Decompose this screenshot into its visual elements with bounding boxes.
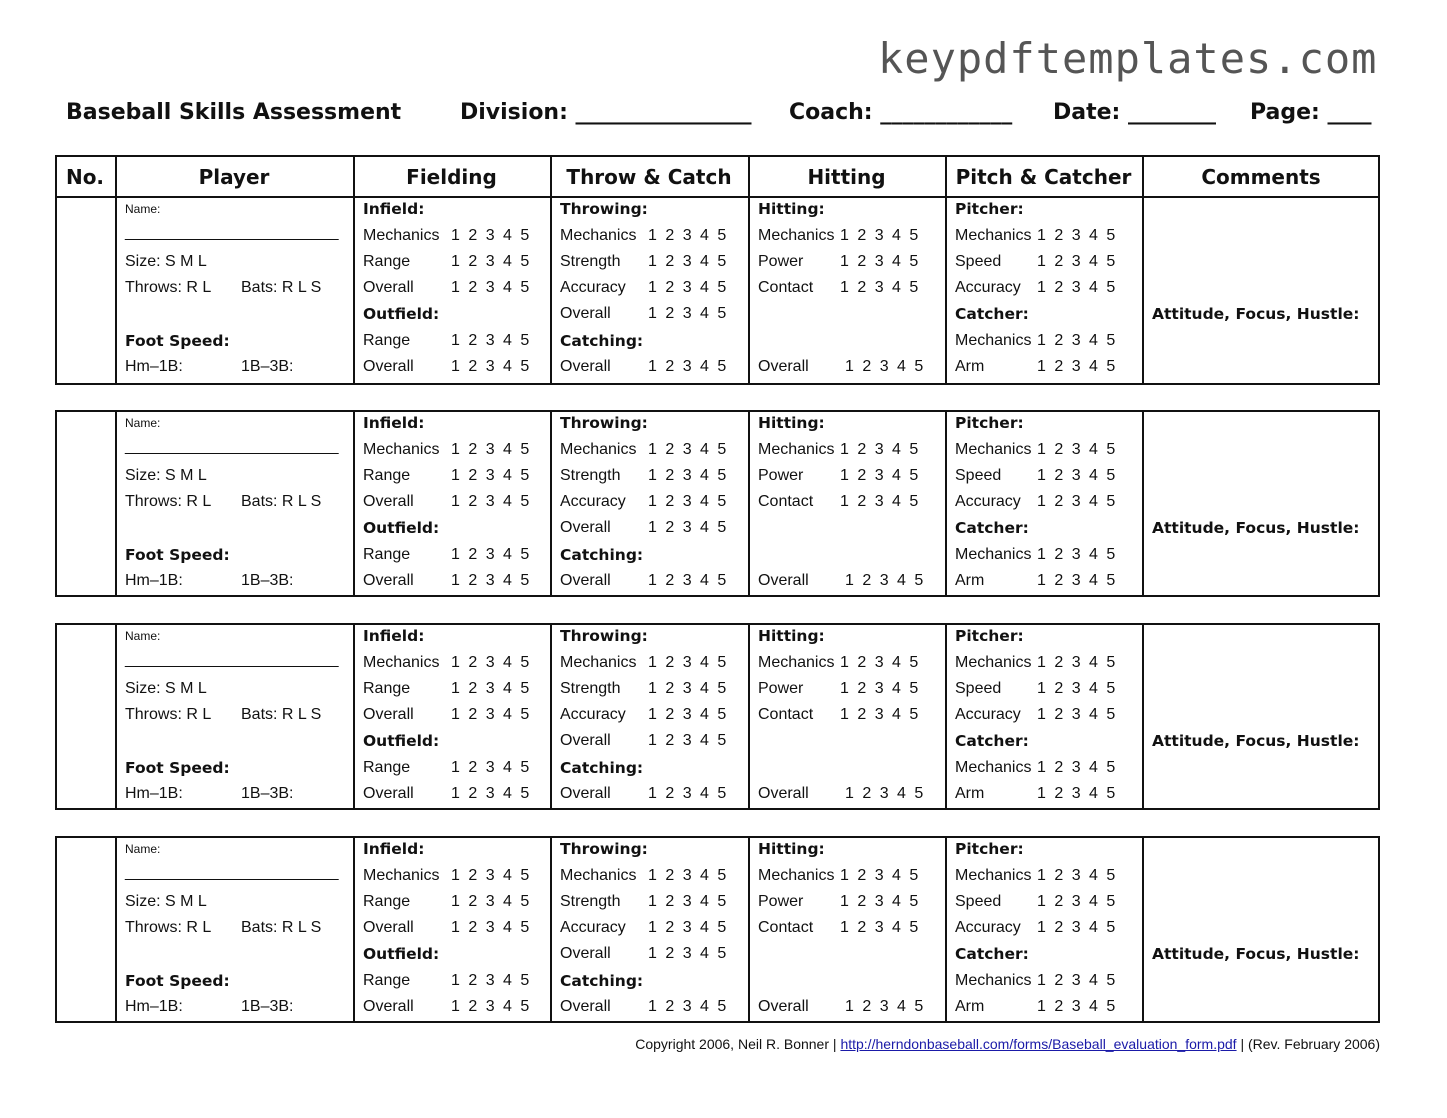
bats-options[interactable]: Bats: R L S: [241, 493, 322, 510]
pitcher-speed-label: Speed: [955, 467, 1002, 484]
hitting-power-scale[interactable]: 1 2 3 4 5: [840, 893, 919, 910]
catcher-arm-scale[interactable]: 1 2 3 4 5: [1037, 358, 1116, 375]
throwing-mechanics-scale[interactable]: 1 2 3 4 5: [648, 867, 727, 884]
catcher-arm-label: Arm: [955, 998, 985, 1015]
outfield-range-label: Range: [363, 546, 411, 563]
pitcher-mechanics-label: Mechanics: [955, 654, 1032, 671]
outfield-range-label: Range: [363, 759, 411, 776]
catcher-arm-label: Arm: [955, 572, 985, 589]
hitting-power-label: Power: [758, 467, 804, 484]
hitting-contact-scale[interactable]: 1 2 3 4 5: [840, 706, 919, 723]
1b-3b-field[interactable]: 1B–3B:: [241, 785, 294, 802]
throwing-mechanics-scale[interactable]: 1 2 3 4 5: [648, 441, 727, 458]
pitcher-accuracy-scale[interactable]: 1 2 3 4 5: [1037, 493, 1116, 510]
catching-overall-scale[interactable]: 1 2 3 4 5: [648, 998, 727, 1015]
throwing-strength-scale[interactable]: 1 2 3 4 5: [648, 253, 727, 270]
name-input-line[interactable]: ________________________: [125, 438, 339, 455]
size-options[interactable]: Size: S M L: [125, 253, 207, 270]
throwing-label: Throwing:: [560, 414, 648, 432]
infield-overall-label: Overall: [363, 279, 414, 296]
outfield-label: Outfield:: [363, 519, 440, 537]
pitcher-speed-scale[interactable]: 1 2 3 4 5: [1037, 893, 1116, 910]
infield-mechanics-label: Mechanics: [363, 227, 440, 244]
hitting-mechanics-label: Mechanics: [758, 654, 835, 671]
pitcher-mechanics-label: Mechanics: [955, 227, 1032, 244]
pitcher-speed-scale[interactable]: 1 2 3 4 5: [1037, 680, 1116, 697]
throwing-mechanics-label: Mechanics: [560, 654, 637, 671]
outfield-range-scale[interactable]: 1 2 3 4 5: [451, 546, 530, 563]
hitting-overall-label: Overall: [758, 785, 809, 802]
page-field[interactable]: Page: ____: [1250, 100, 1372, 125]
name-label: Name:: [125, 416, 161, 430]
comments-prompt[interactable]: Attitude, Focus, Hustle:: [1152, 732, 1360, 750]
pitcher-mechanics-scale[interactable]: 1 2 3 4 5: [1037, 441, 1116, 458]
1b-3b-field[interactable]: 1B–3B:: [241, 358, 294, 375]
pitcher-accuracy-scale[interactable]: 1 2 3 4 5: [1037, 919, 1116, 936]
hitting-mechanics-scale[interactable]: 1 2 3 4 5: [840, 654, 919, 671]
throws-options[interactable]: Throws: R L: [125, 919, 212, 936]
catching-overall-scale[interactable]: 1 2 3 4 5: [648, 785, 727, 802]
division-field[interactable]: Division: ________________: [460, 100, 752, 125]
infield-mechanics-scale[interactable]: 1 2 3 4 5: [451, 441, 530, 458]
catcher-label: Catcher:: [955, 732, 1029, 750]
outfield-overall-label: Overall: [363, 358, 414, 375]
pitcher-accuracy-label: Accuracy: [955, 919, 1021, 936]
hitting-overall-scale[interactable]: 1 2 3 4 5: [845, 785, 924, 802]
player-block-1: [55, 196, 1380, 385]
catching-label: Catching:: [560, 972, 644, 990]
catcher-mechanics-scale[interactable]: 1 2 3 4 5: [1037, 972, 1116, 989]
infield-label: Infield:: [363, 627, 425, 645]
hitting-label: Hitting:: [758, 627, 825, 645]
throwing-overall-label: Overall: [560, 519, 611, 536]
throwing-strength-label: Strength: [560, 253, 621, 270]
date-field[interactable]: Date: ________: [1053, 100, 1217, 125]
catcher-mechanics-label: Mechanics: [955, 332, 1032, 349]
throwing-mechanics-label: Mechanics: [560, 227, 637, 244]
1b-3b-field[interactable]: 1B–3B:: [241, 998, 294, 1015]
hitting-power-scale[interactable]: 1 2 3 4 5: [840, 467, 919, 484]
size-options[interactable]: Size: S M L: [125, 467, 207, 484]
pitcher-accuracy-scale[interactable]: 1 2 3 4 5: [1037, 706, 1116, 723]
infield-label: Infield:: [363, 840, 425, 858]
catcher-mechanics-scale[interactable]: 1 2 3 4 5: [1037, 759, 1116, 776]
name-input-line[interactable]: ________________________: [125, 864, 339, 881]
throwing-strength-label: Strength: [560, 680, 621, 697]
hitting-contact-scale[interactable]: 1 2 3 4 5: [840, 279, 919, 296]
catcher-arm-scale[interactable]: 1 2 3 4 5: [1037, 785, 1116, 802]
catcher-arm-scale[interactable]: 1 2 3 4 5: [1037, 998, 1116, 1015]
bats-options[interactable]: Bats: R L S: [241, 706, 322, 723]
hitting-power-scale[interactable]: 1 2 3 4 5: [840, 680, 919, 697]
throwing-accuracy-label: Accuracy: [560, 493, 626, 510]
footer-copyright: Copyright 2006, Neil R. Bonner |: [635, 1036, 837, 1052]
pitcher-mechanics-scale[interactable]: 1 2 3 4 5: [1037, 867, 1116, 884]
col-header-throw-catch: Throw & Catch: [566, 164, 732, 189]
hm-1b-field[interactable]: Hm–1B:: [125, 785, 183, 802]
hm-1b-field[interactable]: Hm–1B:: [125, 998, 183, 1015]
comments-prompt[interactable]: Attitude, Focus, Hustle:: [1152, 945, 1360, 963]
col-header-no: No.: [65, 164, 105, 189]
outfield-range-scale[interactable]: 1 2 3 4 5: [451, 972, 530, 989]
infield-overall-scale[interactable]: 1 2 3 4 5: [451, 706, 530, 723]
catching-overall-label: Overall: [560, 998, 611, 1015]
infield-label: Infield:: [363, 200, 425, 218]
bats-options[interactable]: Bats: R L S: [241, 279, 322, 296]
pitcher-speed-label: Speed: [955, 253, 1002, 270]
catcher-mechanics-scale[interactable]: 1 2 3 4 5: [1037, 332, 1116, 349]
hitting-mechanics-scale[interactable]: 1 2 3 4 5: [840, 867, 919, 884]
throwing-accuracy-scale[interactable]: 1 2 3 4 5: [648, 493, 727, 510]
catcher-arm-scale[interactable]: 1 2 3 4 5: [1037, 572, 1116, 589]
form-title: Baseball Skills Assessment: [66, 100, 402, 125]
hitting-contact-scale[interactable]: 1 2 3 4 5: [840, 493, 919, 510]
name-input-line[interactable]: ________________________: [125, 651, 339, 668]
throwing-overall-scale[interactable]: 1 2 3 4 5: [648, 732, 727, 749]
infield-overall-scale[interactable]: 1 2 3 4 5: [451, 279, 530, 296]
throwing-overall-label: Overall: [560, 732, 611, 749]
foot-speed-label: Foot Speed:: [125, 546, 230, 564]
hitting-overall-label: Overall: [758, 358, 809, 375]
outfield-overall-scale[interactable]: 1 2 3 4 5: [451, 785, 530, 802]
player-block-4: [55, 836, 1380, 1023]
throwing-label: Throwing:: [560, 627, 648, 645]
player-block-3: [55, 623, 1380, 810]
throwing-label: Throwing:: [560, 840, 648, 858]
name-label: Name:: [125, 629, 161, 643]
infield-range-label: Range: [363, 680, 411, 697]
outfield-overall-scale[interactable]: 1 2 3 4 5: [451, 998, 530, 1015]
infield-mechanics-scale[interactable]: 1 2 3 4 5: [451, 867, 530, 884]
pitcher-mechanics-scale[interactable]: 1 2 3 4 5: [1037, 227, 1116, 244]
size-options[interactable]: Size: S M L: [125, 893, 207, 910]
infield-range-label: Range: [363, 467, 411, 484]
pitcher-label: Pitcher:: [955, 627, 1024, 645]
hm-1b-field[interactable]: Hm–1B:: [125, 358, 183, 375]
infield-range-label: Range: [363, 253, 411, 270]
throwing-strength-label: Strength: [560, 893, 621, 910]
catching-label: Catching:: [560, 759, 644, 777]
pitcher-label: Pitcher:: [955, 414, 1024, 432]
pitcher-mechanics-scale[interactable]: 1 2 3 4 5: [1037, 654, 1116, 671]
throwing-mechanics-label: Mechanics: [560, 441, 637, 458]
col-header-fielding: Fielding: [406, 164, 497, 189]
infield-overall-label: Overall: [363, 919, 414, 936]
comments-prompt[interactable]: Attitude, Focus, Hustle:: [1152, 519, 1360, 537]
name-label: Name:: [125, 202, 161, 216]
throwing-mechanics-scale[interactable]: 1 2 3 4 5: [648, 654, 727, 671]
throwing-accuracy-scale[interactable]: 1 2 3 4 5: [648, 279, 727, 296]
infield-overall-label: Overall: [363, 706, 414, 723]
footer-revision: | (Rev. February 2006): [1240, 1036, 1380, 1052]
foot-speed-label: Foot Speed:: [125, 759, 230, 777]
col-header-comments: Comments: [1201, 164, 1321, 189]
hitting-power-scale[interactable]: 1 2 3 4 5: [840, 253, 919, 270]
throws-options[interactable]: Throws: R L: [125, 493, 212, 510]
infield-mechanics-label: Mechanics: [363, 867, 440, 884]
throws-options[interactable]: Throws: R L: [125, 706, 212, 723]
hitting-power-label: Power: [758, 680, 804, 697]
catching-label: Catching:: [560, 546, 644, 564]
catcher-arm-label: Arm: [955, 358, 985, 375]
hitting-contact-scale[interactable]: 1 2 3 4 5: [840, 919, 919, 936]
hitting-contact-label: Contact: [758, 706, 814, 723]
catcher-label: Catcher:: [955, 305, 1029, 323]
catcher-mechanics-label: Mechanics: [955, 546, 1032, 563]
hitting-overall-scale[interactable]: 1 2 3 4 5: [845, 572, 924, 589]
hitting-contact-label: Contact: [758, 919, 814, 936]
infield-overall-scale[interactable]: 1 2 3 4 5: [451, 919, 530, 936]
comments-prompt[interactable]: Attitude, Focus, Hustle:: [1152, 305, 1360, 323]
hitting-power-label: Power: [758, 253, 804, 270]
infield-label: Infield:: [363, 414, 425, 432]
throwing-overall-scale[interactable]: 1 2 3 4 5: [648, 305, 727, 322]
outfield-range-label: Range: [363, 332, 411, 349]
infield-overall-scale[interactable]: 1 2 3 4 5: [451, 493, 530, 510]
watermark: keypdftemplates.com: [878, 34, 1378, 83]
outfield-label: Outfield:: [363, 305, 440, 323]
catching-overall-label: Overall: [560, 358, 611, 375]
outfield-overall-label: Overall: [363, 572, 414, 589]
catcher-mechanics-label: Mechanics: [955, 972, 1032, 989]
catching-overall-label: Overall: [560, 785, 611, 802]
throwing-accuracy-label: Accuracy: [560, 706, 626, 723]
hitting-overall-scale[interactable]: 1 2 3 4 5: [845, 358, 924, 375]
hm-1b-field[interactable]: Hm–1B:: [125, 572, 183, 589]
hitting-overall-scale[interactable]: 1 2 3 4 5: [845, 998, 924, 1015]
infield-mechanics-scale[interactable]: 1 2 3 4 5: [451, 227, 530, 244]
catching-overall-scale[interactable]: 1 2 3 4 5: [648, 358, 727, 375]
outfield-range-label: Range: [363, 972, 411, 989]
name-input-line[interactable]: ________________________: [125, 224, 339, 241]
throwing-overall-label: Overall: [560, 305, 611, 322]
pitcher-speed-label: Speed: [955, 680, 1002, 697]
col-header-pitch-catcher: Pitch & Catcher: [955, 164, 1132, 189]
foot-speed-label: Foot Speed:: [125, 332, 230, 350]
player-block-2: [55, 410, 1380, 597]
hitting-overall-label: Overall: [758, 572, 809, 589]
catching-label: Catching:: [560, 332, 644, 350]
hitting-mechanics-label: Mechanics: [758, 441, 835, 458]
footer: [635, 1036, 1380, 1052]
infield-range-scale[interactable]: 1 2 3 4 5: [451, 253, 530, 270]
hitting-mechanics-label: Mechanics: [758, 227, 835, 244]
pitcher-accuracy-label: Accuracy: [955, 279, 1021, 296]
hitting-power-label: Power: [758, 893, 804, 910]
hitting-overall-label: Overall: [758, 998, 809, 1015]
pitcher-label: Pitcher:: [955, 200, 1024, 218]
coach-field[interactable]: Coach: ____________: [789, 100, 1013, 125]
throwing-accuracy-label: Accuracy: [560, 279, 626, 296]
catcher-mechanics-label: Mechanics: [955, 759, 1032, 776]
hitting-mechanics-label: Mechanics: [758, 867, 835, 884]
bats-options[interactable]: Bats: R L S: [241, 919, 322, 936]
infield-mechanics-label: Mechanics: [363, 654, 440, 671]
1b-3b-field[interactable]: 1B–3B:: [241, 572, 294, 589]
size-options[interactable]: Size: S M L: [125, 680, 207, 697]
infield-range-scale[interactable]: 1 2 3 4 5: [451, 467, 530, 484]
hitting-mechanics-scale[interactable]: 1 2 3 4 5: [840, 227, 919, 244]
pitcher-speed-scale[interactable]: 1 2 3 4 5: [1037, 253, 1116, 270]
throwing-accuracy-scale[interactable]: 1 2 3 4 5: [648, 706, 727, 723]
hitting-label: Hitting:: [758, 200, 825, 218]
throwing-strength-scale[interactable]: 1 2 3 4 5: [648, 467, 727, 484]
pitcher-label: Pitcher:: [955, 840, 1024, 858]
throwing-label: Throwing:: [560, 200, 648, 218]
catcher-arm-label: Arm: [955, 785, 985, 802]
hitting-mechanics-scale[interactable]: 1 2 3 4 5: [840, 441, 919, 458]
column-header-row: [55, 155, 1380, 198]
pitcher-mechanics-label: Mechanics: [955, 867, 1032, 884]
throws-options[interactable]: Throws: R L: [125, 279, 212, 296]
throwing-overall-scale[interactable]: 1 2 3 4 5: [648, 945, 727, 962]
pitcher-accuracy-label: Accuracy: [955, 706, 1021, 723]
pitcher-accuracy-scale[interactable]: 1 2 3 4 5: [1037, 279, 1116, 296]
throwing-overall-scale[interactable]: 1 2 3 4 5: [648, 519, 727, 536]
throwing-mechanics-scale[interactable]: 1 2 3 4 5: [648, 227, 727, 244]
hitting-label: Hitting:: [758, 840, 825, 858]
footer-link[interactable]: http://herndonbaseball.com/forms/Baseball_evaluation_form.pdf: [840, 1036, 1237, 1052]
hitting-contact-label: Contact: [758, 279, 814, 296]
pitcher-speed-scale[interactable]: 1 2 3 4 5: [1037, 467, 1116, 484]
hitting-contact-label: Contact: [758, 493, 814, 510]
col-header-player: Player: [198, 164, 270, 189]
outfield-overall-label: Overall: [363, 998, 414, 1015]
catcher-label: Catcher:: [955, 519, 1029, 537]
catcher-label: Catcher:: [955, 945, 1029, 963]
throwing-mechanics-label: Mechanics: [560, 867, 637, 884]
infield-mechanics-label: Mechanics: [363, 441, 440, 458]
throwing-strength-label: Strength: [560, 467, 621, 484]
outfield-label: Outfield:: [363, 732, 440, 750]
catching-overall-label: Overall: [560, 572, 611, 589]
outfield-overall-scale[interactable]: 1 2 3 4 5: [451, 572, 530, 589]
name-label: Name:: [125, 842, 161, 856]
infield-range-scale[interactable]: 1 2 3 4 5: [451, 680, 530, 697]
throwing-strength-scale[interactable]: 1 2 3 4 5: [648, 893, 727, 910]
hitting-label: Hitting:: [758, 414, 825, 432]
throwing-overall-label: Overall: [560, 945, 611, 962]
infield-range-label: Range: [363, 893, 411, 910]
infield-range-scale[interactable]: 1 2 3 4 5: [451, 893, 530, 910]
pitcher-accuracy-label: Accuracy: [955, 493, 1021, 510]
catcher-mechanics-scale[interactable]: 1 2 3 4 5: [1037, 546, 1116, 563]
pitcher-mechanics-label: Mechanics: [955, 441, 1032, 458]
outfield-range-scale[interactable]: 1 2 3 4 5: [451, 332, 530, 349]
outfield-overall-scale[interactable]: 1 2 3 4 5: [451, 358, 530, 375]
infield-mechanics-scale[interactable]: 1 2 3 4 5: [451, 654, 530, 671]
outfield-range-scale[interactable]: 1 2 3 4 5: [451, 759, 530, 776]
outfield-overall-label: Overall: [363, 785, 414, 802]
foot-speed-label: Foot Speed:: [125, 972, 230, 990]
outfield-label: Outfield:: [363, 945, 440, 963]
col-header-hitting: Hitting: [807, 164, 886, 189]
throwing-accuracy-scale[interactable]: 1 2 3 4 5: [648, 919, 727, 936]
pitcher-speed-label: Speed: [955, 893, 1002, 910]
catching-overall-scale[interactable]: 1 2 3 4 5: [648, 572, 727, 589]
throwing-accuracy-label: Accuracy: [560, 919, 626, 936]
infield-overall-label: Overall: [363, 493, 414, 510]
throwing-strength-scale[interactable]: 1 2 3 4 5: [648, 680, 727, 697]
